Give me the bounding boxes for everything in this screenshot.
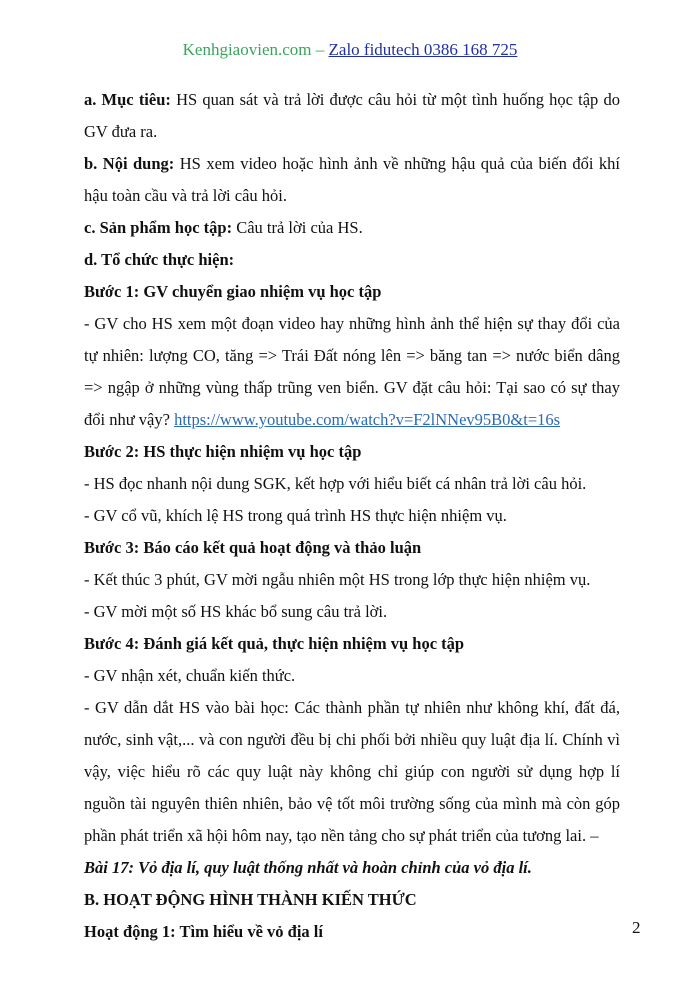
activity-1-heading: Hoạt động 1: Tìm hiểu về vỏ địa lí — [84, 922, 323, 941]
site-name[interactable]: Kenhgiaovien.com — [182, 40, 312, 59]
step4-para-line: phần phát triển xã hội hôm nay, tạo nền tảng cho sự phát triển của tương lai. – — [84, 826, 599, 845]
document-body — [84, 84, 620, 948]
page-header — [0, 40, 700, 60]
product-text: Câu trả lời của HS. — [232, 218, 363, 237]
objective-line — [84, 84, 620, 116]
zalo-link[interactable]: Zalo fidutech 0386 168 725 — [328, 40, 518, 59]
product-line — [84, 212, 620, 244]
step3-item: - GV mời một số HS khác bổ sung câu trả lời. — [84, 602, 388, 621]
step4-item: - GV nhận xét, chuẩn kiến thức. — [84, 666, 296, 685]
step1-line — [84, 404, 620, 436]
header-separator: – — [311, 40, 329, 59]
step1-line: tự nhiên: lượng CO, tăng => Trái Đất nóng lên => băng tan => nước biển dâng — [84, 346, 620, 365]
step2-title: Bước 2: HS thực hiện nhiệm vụ học tập — [84, 442, 362, 461]
content-line — [84, 148, 620, 180]
step4-para-line: vậy, việc hiểu rõ các quy luật này không chỉ giúp con người sử dụng hợp lí — [84, 762, 620, 781]
youtube-link[interactable]: https://www.youtube.com/watch?v=F2lNNev95B0&t=16s — [174, 410, 561, 429]
step2-item: - HS đọc nhanh nội dung SGK, kết hợp với hiểu biết cá nhân trả lời câu hỏi. — [84, 474, 587, 493]
organization-heading: d. Tổ chức thực hiện: — [84, 250, 235, 269]
step1-question-end: đổi như vậy? — [84, 410, 175, 429]
content-text: HS xem video hoặc hình ảnh về những hậu quả của biến đổi khí — [174, 154, 620, 173]
section-b-heading: B. HOẠT ĐỘNG HÌNH THÀNH KIẾN THỨC — [84, 890, 417, 909]
step4-para-line: nguồn tài nguyên thiên nhiên, bảo vệ tốt môi trường sống của mình mà còn góp — [84, 794, 620, 813]
content-label: b. Nội dung: — [84, 154, 175, 173]
step2-item: - GV cổ vũ, khích lệ HS trong quá trình HS thực hiện nhiệm vụ. — [84, 506, 507, 525]
objective-text-cont: GV đưa ra. — [84, 122, 158, 141]
step1-line: - GV cho HS xem một đoạn video hay những hình ảnh thể hiện sự thay đổi của — [84, 314, 620, 333]
step3-item: - Kết thúc 3 phút, GV mời ngẫu nhiên một HS trong lớp thực hiện nhiệm vụ. — [84, 570, 591, 589]
objective-label: a. Mục tiêu: — [84, 90, 171, 109]
content-text-cont: hậu toàn cầu và trả lời câu hỏi. — [84, 186, 287, 205]
objective-text: HS quan sát và trả lời được câu hỏi từ một tình huống học tập do — [170, 90, 620, 109]
step3-title: Bước 3: Báo cáo kết quả hoạt động và thảo luận — [84, 538, 422, 557]
step1-line: => ngập ở những vùng thấp trũng ven biển. GV đặt câu hỏi: Tại sao có sự thay — [84, 378, 620, 397]
step4-title: Bước 4: Đánh giá kết quả, thực hiện nhiệm vụ học tập — [84, 634, 465, 653]
step4-para-line: nước, sinh vật,... và con người đều bị chi phối bởi nhiều quy luật địa lí. Chính vì — [84, 730, 620, 749]
lesson-title: Bài 17: Vỏ địa lí, quy luật thống nhất và hoàn chỉnh của vỏ địa lí. — [84, 858, 532, 877]
step1-title: Bước 1: GV chuyển giao nhiệm vụ học tập — [84, 282, 382, 301]
product-label: c. Sản phẩm học tập: — [84, 218, 233, 237]
page-number: 2 — [632, 918, 641, 937]
step4-para-line: - GV dẫn dắt HS vào bài học: Các thành phần tự nhiên như không khí, đất đá, — [84, 698, 620, 717]
